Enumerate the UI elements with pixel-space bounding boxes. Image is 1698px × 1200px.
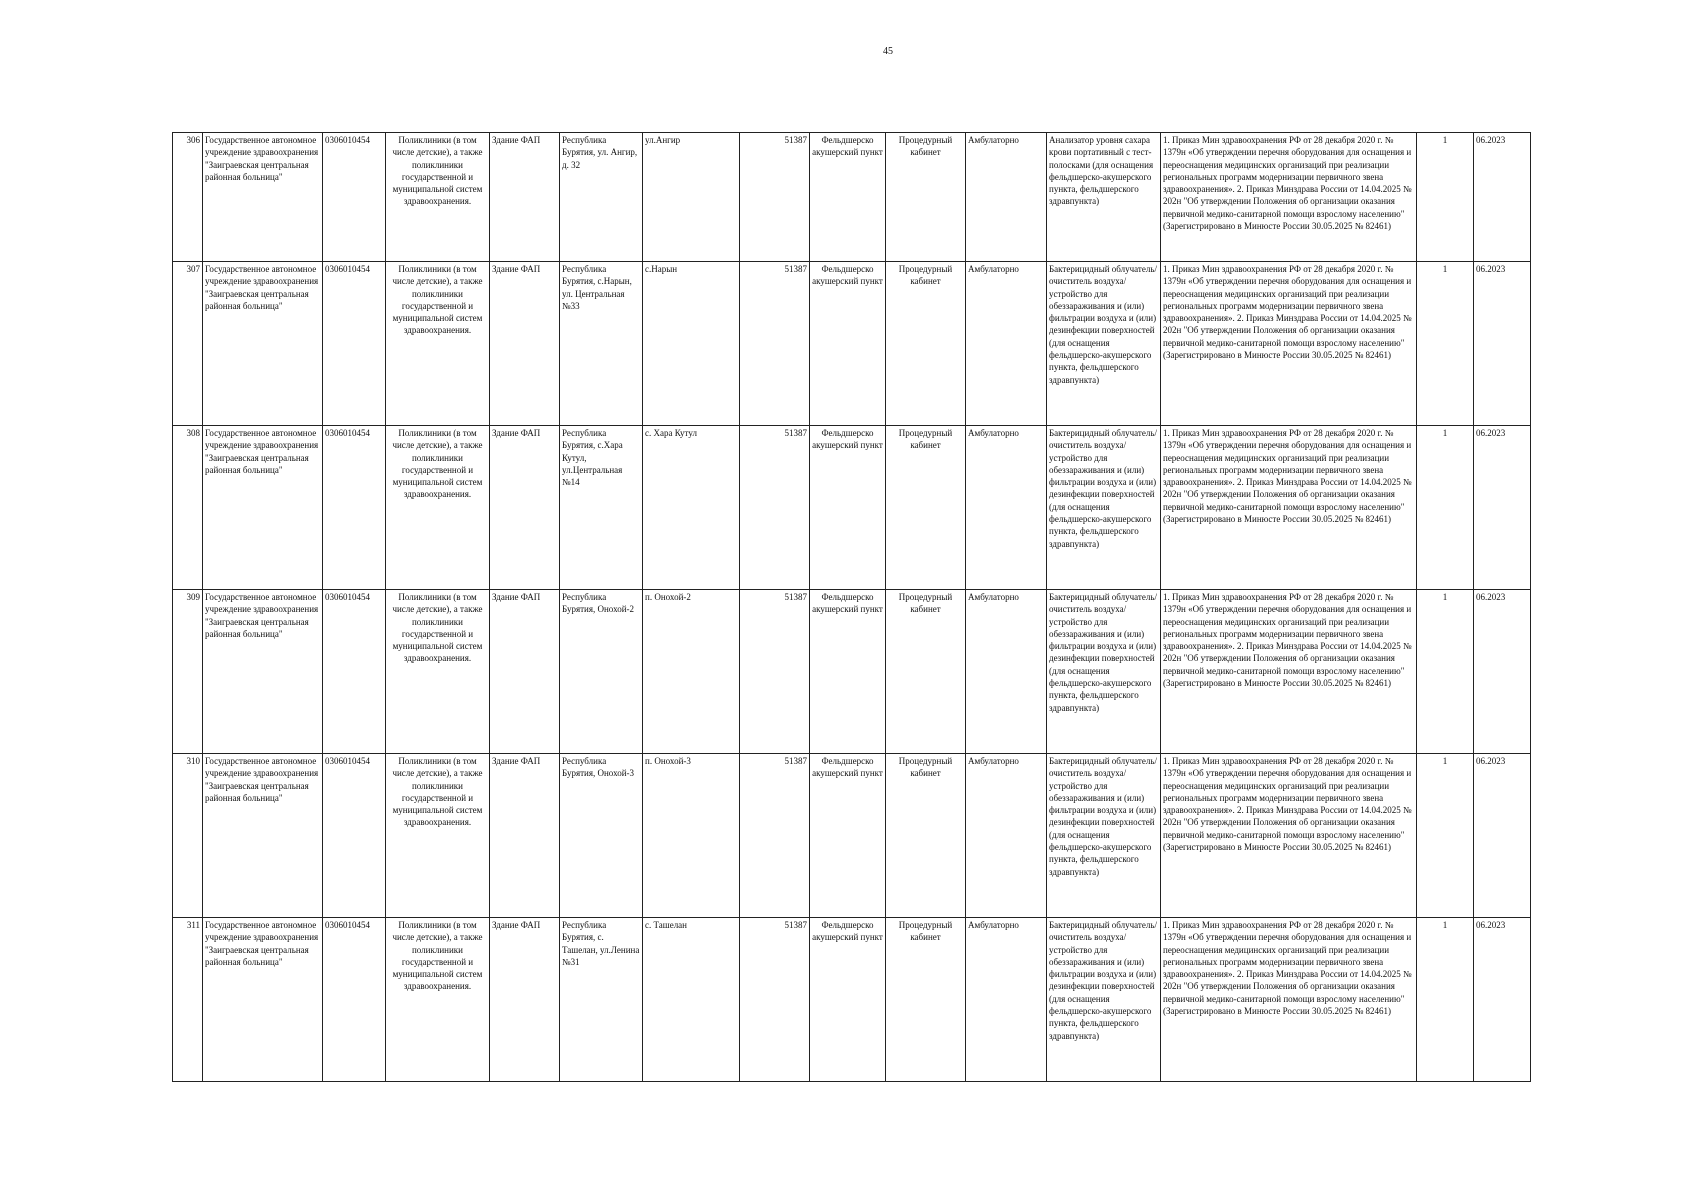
- organization-name: Государственное автономное учреждение здравоохранения "Заиграевская центральная районная больница": [203, 918, 323, 1082]
- row-number: 309: [173, 590, 203, 754]
- building-type: Здание ФАП: [490, 754, 560, 918]
- legal-basis: 1. Приказ Мин здравоохранения РФ от 28 декабря 2020 г. № 1379н «Об утверждении перечня оборудования для оснащения и переоснащения медицинских организаций при реализации региональных программ модернизации первичного звена здравоохранения». 2. Приказ Минздрава России от 14.04.2025 № 202н "Об утверждении Положения об организации оказания первичной медико-санитарной помощи взрослому населению" (Зарегистрировано в Минюсте России 30.05.2025 № 82461): [1161, 918, 1417, 1082]
- quantity: 1: [1417, 133, 1474, 262]
- address: Республика Бурятия, ул. Ангир, д. 32: [560, 133, 643, 262]
- quantity: 1: [1417, 426, 1474, 590]
- facility-category: Поликлиники (в том числе детские), а также поликлиники государственной и муниципальной систем здравоохранения.: [386, 133, 490, 262]
- locality: ул.Ангир: [643, 133, 740, 262]
- row-number: 311: [173, 918, 203, 1082]
- room-type: Процедурный кабинет: [886, 426, 966, 590]
- equipment-name: Бактерицидный облучатель/очиститель воздуха/устройство для обеззараживания и (или) фильтрации воздуха и (или) дезинфекции поверхностей (для оснащения фельдшерско-акушерского пункта, фельдшерского здравпункта): [1047, 590, 1161, 754]
- equipment-name: Бактерицидный облучатель/очиститель воздуха/устройство для обеззараживания и (или) фильтрации воздуха и (или) дезинфекции поверхностей (для оснащения фельдшерско-акушерского пункта, фельдшерского здравпункта): [1047, 918, 1161, 1082]
- organization-code: 0306010454: [323, 426, 386, 590]
- secondary-code: 51387: [740, 133, 810, 262]
- care-mode: Амбулаторно: [966, 262, 1047, 426]
- room-type: Процедурный кабинет: [886, 754, 966, 918]
- secondary-code: 51387: [740, 590, 810, 754]
- organization-name: Государственное автономное учреждение здравоохранения "Заиграевская центральная районная больница": [203, 262, 323, 426]
- locality: п. Онохой-2: [643, 590, 740, 754]
- table-row: [173, 754, 1531, 918]
- table-row: [173, 133, 1531, 262]
- row-number: 310: [173, 754, 203, 918]
- locality: с.Нарын: [643, 262, 740, 426]
- unit-type: Фельдшерско акушерский пункт: [810, 590, 886, 754]
- organization-name: Государственное автономное учреждение здравоохранения "Заиграевская центральная районная больница": [203, 754, 323, 918]
- quantity: 1: [1417, 918, 1474, 1082]
- address: Республика Бурятия, с.Хара Кутул, ул.Центральная №14: [560, 426, 643, 590]
- locality: с. Хара Кутул: [643, 426, 740, 590]
- table-row: [173, 426, 1531, 590]
- address: Республика Бурятия, Онохой-2: [560, 590, 643, 754]
- address: Республика Бурятия, с.Нарын, ул. Центральная №33: [560, 262, 643, 426]
- unit-type: Фельдшерско акушерский пункт: [810, 133, 886, 262]
- care-mode: Амбулаторно: [966, 918, 1047, 1082]
- table-row: [173, 918, 1531, 1082]
- address: Республика Бурятия, Онохой-3: [560, 754, 643, 918]
- facility-category: Поликлиники (в том числе детские), а также поликлиники государственной и муниципальной систем здравоохранения.: [386, 918, 490, 1082]
- date: 06.2023: [1474, 754, 1531, 918]
- row-number: 306: [173, 133, 203, 262]
- care-mode: Амбулаторно: [966, 426, 1047, 590]
- address: Республика Бурятия, с. Ташелан, ул.Ленина №31: [560, 918, 643, 1082]
- organization-name: Государственное автономное учреждение здравоохранения "Заиграевская центральная районная больница": [203, 133, 323, 262]
- secondary-code: 51387: [740, 262, 810, 426]
- date: 06.2023: [1474, 133, 1531, 262]
- room-type: Процедурный кабинет: [886, 133, 966, 262]
- unit-type: Фельдшерско акушерский пункт: [810, 918, 886, 1082]
- organization-code: 0306010454: [323, 918, 386, 1082]
- equipment-name: Бактерицидный облучатель/очиститель воздуха/устройство для обеззараживания и (или) фильтрации воздуха и (или) дезинфекции поверхностей (для оснащения фельдшерско-акушерского пункта, фельдшерского здравпункта): [1047, 262, 1161, 426]
- building-type: Здание ФАП: [490, 918, 560, 1082]
- table-row: [173, 590, 1531, 754]
- date: 06.2023: [1474, 426, 1531, 590]
- care-mode: Амбулаторно: [966, 133, 1047, 262]
- building-type: Здание ФАП: [490, 262, 560, 426]
- building-type: Здание ФАП: [490, 426, 560, 590]
- facility-category: Поликлиники (в том числе детские), а также поликлиники государственной и муниципальной систем здравоохранения.: [386, 262, 490, 426]
- facility-category: Поликлиники (в том числе детские), а также поликлиники государственной и муниципальной систем здравоохранения.: [386, 754, 490, 918]
- organization-code: 0306010454: [323, 262, 386, 426]
- secondary-code: 51387: [740, 426, 810, 590]
- legal-basis: 1. Приказ Мин здравоохранения РФ от 28 декабря 2020 г. № 1379н «Об утверждении перечня оборудования для оснащения и переоснащения медицинских организаций при реализации региональных программ модернизации первичного звена здравоохранения». 2. Приказ Минздрава России от 14.04.2025 № 202н "Об утверждении Положения об организации оказания первичной медико-санитарной помощи взрослому населению" (Зарегистрировано в Минюсте России 30.05.2025 № 82461): [1161, 426, 1417, 590]
- date: 06.2023: [1474, 262, 1531, 426]
- table-row: [173, 262, 1531, 426]
- organization-name: Государственное автономное учреждение здравоохранения "Заиграевская центральная районная больница": [203, 590, 323, 754]
- date: 06.2023: [1474, 590, 1531, 754]
- facility-category: Поликлиники (в том числе детские), а также поликлиники государственной и муниципальной систем здравоохранения.: [386, 590, 490, 754]
- equipment-name: Бактерицидный облучатель/очиститель воздуха/устройство для обеззараживания и (или) фильтрации воздуха и (или) дезинфекции поверхностей (для оснащения фельдшерско-акушерского пункта, фельдшерского здравпункта): [1047, 426, 1161, 590]
- organization-code: 0306010454: [323, 133, 386, 262]
- quantity: 1: [1417, 590, 1474, 754]
- legal-basis: 1. Приказ Мин здравоохранения РФ от 28 декабря 2020 г. № 1379н «Об утверждении перечня оборудования для оснащения и переоснащения медицинских организаций при реализации региональных программ модернизации первичного звена здравоохранения». 2. Приказ Минздрава России от 14.04.2025 № 202н "Об утверждении Положения об организации оказания первичной медико-санитарной помощи взрослому населению" (Зарегистрировано в Минюсте России 30.05.2025 № 82461): [1161, 262, 1417, 426]
- row-number: 308: [173, 426, 203, 590]
- organization-code: 0306010454: [323, 754, 386, 918]
- legal-basis: 1. Приказ Мин здравоохранения РФ от 28 декабря 2020 г. № 1379н «Об утверждении перечня оборудования для оснащения и переоснащения медицинских организаций при реализации региональных программ модернизации первичного звена здравоохранения». 2. Приказ Минздрава России от 14.04.2025 № 202н "Об утверждении Положения об организации оказания первичной медико-санитарной помощи взрослому населению" (Зарегистрировано в Минюсте России 30.05.2025 № 82461): [1161, 590, 1417, 754]
- equipment-registry-table: [172, 132, 1531, 1082]
- secondary-code: 51387: [740, 918, 810, 1082]
- locality: с. Ташелан: [643, 918, 740, 1082]
- equipment-name: Анализатор уровня сахара крови портативный с тест-полосками (для оснащения фельдшерско-акушерского пункта, фельдшерского здравпункта): [1047, 133, 1161, 262]
- date: 06.2023: [1474, 918, 1531, 1082]
- secondary-code: 51387: [740, 754, 810, 918]
- legal-basis: 1. Приказ Мин здравоохранения РФ от 28 декабря 2020 г. № 1379н «Об утверждении перечня оборудования для оснащения и переоснащения медицинских организаций при реализации региональных программ модернизации первичного звена здравоохранения». 2. Приказ Минздрава России от 14.04.2025 № 202н "Об утверждении Положения об организации оказания первичной медико-санитарной помощи взрослому населению" (Зарегистрировано в Минюсте России 30.05.2025 № 82461): [1161, 754, 1417, 918]
- organization-code: 0306010454: [323, 590, 386, 754]
- page-number: 45: [883, 46, 893, 57]
- building-type: Здание ФАП: [490, 590, 560, 754]
- room-type: Процедурный кабинет: [886, 262, 966, 426]
- equipment-name: Бактерицидный облучатель/очиститель воздуха/устройство для обеззараживания и (или) фильтрации воздуха и (или) дезинфекции поверхностей (для оснащения фельдшерско-акушерского пункта, фельдшерского здравпункта): [1047, 754, 1161, 918]
- legal-basis: 1. Приказ Мин здравоохранения РФ от 28 декабря 2020 г. № 1379н «Об утверждении перечня оборудования для оснащения и переоснащения медицинских организаций при реализации региональных программ модернизации первичного звена здравоохранения». 2. Приказ Минздрава России от 14.04.2025 № 202н "Об утверждении Положения об организации оказания первичной медико-санитарной помощи взрослому населению" (Зарегистрировано в Минюсте России 30.05.2025 № 82461): [1161, 133, 1417, 262]
- locality: п. Онохой-3: [643, 754, 740, 918]
- unit-type: Фельдшерско акушерский пункт: [810, 262, 886, 426]
- row-number: 307: [173, 262, 203, 426]
- quantity: 1: [1417, 754, 1474, 918]
- room-type: Процедурный кабинет: [886, 590, 966, 754]
- building-type: Здание ФАП: [490, 133, 560, 262]
- quantity: 1: [1417, 262, 1474, 426]
- facility-category: Поликлиники (в том числе детские), а также поликлиники государственной и муниципальной систем здравоохранения.: [386, 426, 490, 590]
- organization-name: Государственное автономное учреждение здравоохранения "Заиграевская центральная районная больница": [203, 426, 323, 590]
- unit-type: Фельдшерско акушерский пункт: [810, 426, 886, 590]
- unit-type: Фельдшерско акушерский пункт: [810, 754, 886, 918]
- room-type: Процедурный кабинет: [886, 918, 966, 1082]
- care-mode: Амбулаторно: [966, 590, 1047, 754]
- care-mode: Амбулаторно: [966, 754, 1047, 918]
